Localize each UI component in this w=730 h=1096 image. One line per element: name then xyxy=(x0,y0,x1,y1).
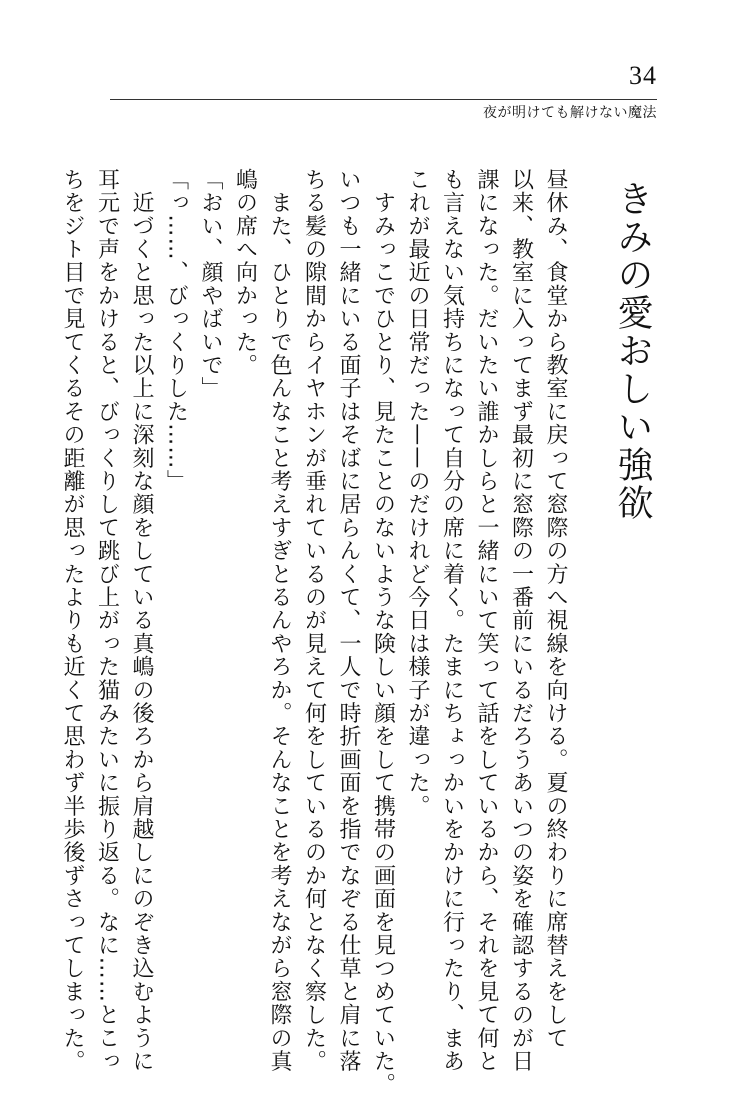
chapter-title: きみの愛おしい強欲 xyxy=(612,180,653,522)
text-line: これが最近の日常だった——のだけれど今日は様子が違った。 xyxy=(405,168,430,818)
text-line: 以来、教室に入ってまず最初に窓際の一番前にいるだろうあいつの姿を確認するのが日 xyxy=(508,168,534,1073)
text-line: 耳元で声をかけると、びっくりして跳び上がった猫みたいに振り返る。なに……とこっ xyxy=(94,168,120,1073)
text-line: 「っ……、びっくりした……」 xyxy=(163,168,189,493)
text-line: 課になった。だいたい誰かしらと一緒にいて笑って話をしているから、それを見て何と xyxy=(474,168,499,1073)
text-line: また、ひとりで色んなこと考えすぎとるんやろか。そんなことを考えながら窓際の真 xyxy=(267,168,292,1073)
text-line: 昼休み、食堂から教室に戻って窓際の方へ視線を向ける。夏の終わりに席替えをして xyxy=(543,168,568,1050)
text-line: すみっこでひとり、見たことのないような険しい顔をして携帯の画面を見つめていた。 xyxy=(370,168,396,1096)
body-text xyxy=(55,168,573,1096)
header-divider xyxy=(110,99,657,100)
text-line: 「おい、顔やばいで」 xyxy=(198,168,223,400)
text-line: ちる髪の隙間からイヤホンが垂れているのが見えて何をしているのか何となく察した。 xyxy=(301,168,327,1073)
page-number: 34 xyxy=(629,61,657,90)
text-line: ちをジト目で見てくるその距離が思ったよりも近くて思わず半歩後ずさってしまった。 xyxy=(60,168,85,1073)
text-line: も言えない気持ちになって自分の席に着く。たまにちょっかいをかけに行ったり、まあ xyxy=(439,168,465,1073)
text-line: 近づくと思った以上に深刻な顔をしている真嶋の後ろから肩越しにのぞき込むように xyxy=(129,168,154,1073)
text-line: 嶋の席へ向かった。 xyxy=(232,168,258,377)
text-line: いつも一緒にいる面子はそばに居らんくて、一人で時折画面を指でなぞる仕草と肩に落 xyxy=(336,168,361,1073)
running-title: 夜が明けても解けない魔法 xyxy=(483,105,657,121)
